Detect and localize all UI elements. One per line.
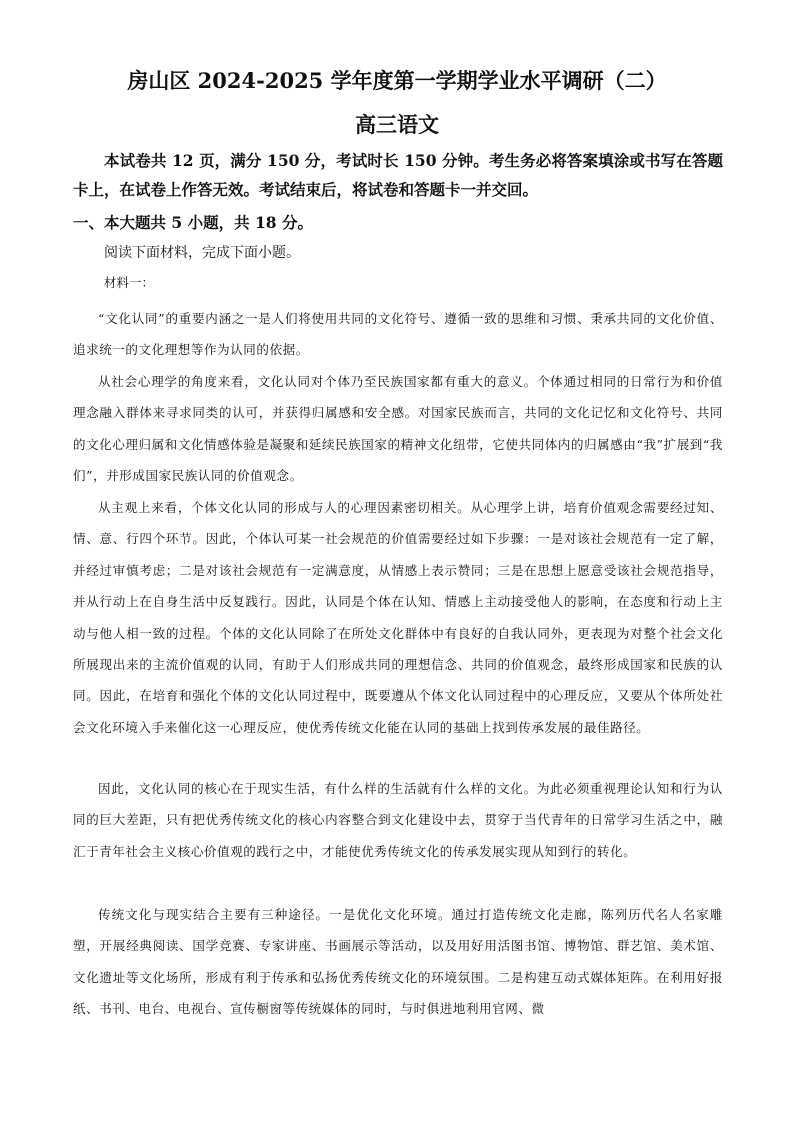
passage-paragraph-5: 传统文化与现实结合主要有三种途径。一是优化文化环境。通过打造传统文化走廊，陈列历代名人名家雕塑，开展经典阅读、国学竞赛、专家讲座、书画展示等活动，以及用好用活图书馆、博物馆、群艺馆、美术馆、文化遗址等文化场所，形成有利于传承和弘扬优秀传统文化的环境氛围。二是构建互动式媒体矩阵。在利用好报纸、书刊、电台、电视台、宣传橱窗等传统媒体的同时，与时俱进地利用官网、微 (73, 907, 723, 1017)
reading-instruction: 阅读下面材料，完成下面小题。 (104, 245, 300, 261)
section-heading: 一、本大题共 5 小题，共 18 分。 (73, 213, 313, 232)
exam-title: 房山区 2024-2025 学年度第一学期学业水平调研（二） (127, 68, 667, 93)
passage-paragraph-1: “文化认同”的重要内涵之一是人们将使用共同的文化符号、遵循一致的思维和习惯、秉承共同的文化价值、追求统一的文化理想等作为认同的依据。 (73, 311, 723, 358)
passage-paragraph-2: 从社会心理学的角度来看，文化认同对个体乃至民族国家都有重大的意义。个体通过相同的日常行为和价值理念融入群体来寻求同类的认可，并获得归属感和安全感。对国家民族而言，共同的文化记忆和文化符号、共同的文化心理归属和文化情感体验是凝聚和延续民族国家的精神文化纽带，它使共同体内的归属感由“我”扩展到“我们”，并形成国家民族认同的价值观念。 (73, 374, 723, 484)
passage-paragraph-4: 因此，文化认同的核心在于现实生活，有什么样的生活就有什么样的文化。为此必须重视理论认知和行为认同的巨大差距，只有把优秀传统文化的核心内容整合到文化建设中去，贯穿于当代青年的日常学习生活之中，融汇于青年社会主义核心价值观的践行之中，才能使优秀传统文化的传承发展实现从知到行的转化。 (73, 781, 723, 859)
passage-paragraph-3: 从主观上来看，个体文化认同的形成与人的心理因素密切相关。从心理学上讲，培育价值观念需要经过知、情、意、行四个环节。因此，个体认可某一社会规范的价值需要经过如下步骤：一是对该社会规范有一定了解，并经过审慎考虑；二是对该社会规范有一定满意度，从情感上表示赞同；三是在思想上愿意受该社会规范指导，并从行动上在自身生活中反复践行。因此，认同是个体在认知、情感上主动接受他人的影响，在态度和行动上主动与他人相一致的过程。个体的文化认同除了在所处文化群体中有良好的自我认同外，更表现为对整个社会文化所展现出来的主流价值观的认同，有助于人们形成共同的理想信念、共同的价值观念，最终形成国家和民族的认同。因此，在培育和强化个体的文化认同过程中，既要遵从个体文化认同过程中的心理反应，又要从个体所处社会文化环境入手来催化这一心理反应，使优秀传统文化能在认同的基础上找到传承发展的最佳路径。 (73, 500, 723, 735)
material-label: 材料一： (104, 275, 155, 290)
exam-subtitle: 高三语文 (355, 112, 439, 137)
exam-notice: 本试卷共 12 页，满分 150 分，考试时长 150 分钟。考生务必将答案填涂或书写在答题卡上，在试卷上作答无效。考试结束后，将试卷和答题卡一并交回。 (73, 151, 723, 199)
